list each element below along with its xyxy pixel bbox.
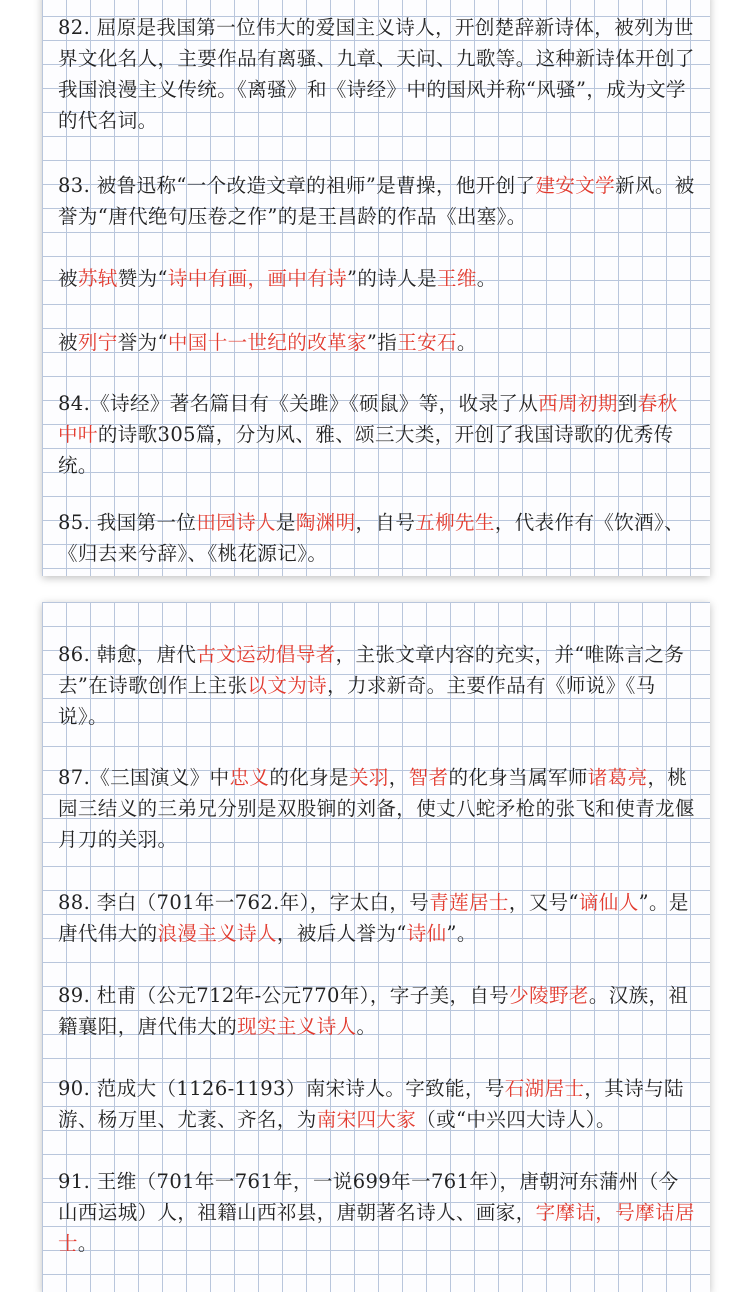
highlight-text: 青莲居士: [429, 891, 509, 914]
highlight-text: 建安文学: [535, 174, 616, 197]
text-segment: ，自号: [355, 511, 416, 534]
highlight-text: 浪漫主义诗人: [157, 922, 277, 945]
highlight-text: 古文运动倡导者: [196, 643, 336, 666]
text-segment: ，主张文章内容的充实，并“唯陈言之务去”在诗歌创作上主张: [58, 643, 685, 697]
highlight-text: 列宁: [77, 331, 118, 354]
text-segment: 。: [356, 1015, 377, 1038]
text-segment: 的诗歌305篇，分为风、雅、颂三大类，开创了我国诗歌的优秀传统。: [58, 423, 674, 477]
highlight-text: 现实主义诗人: [237, 1015, 357, 1038]
text-segment: ”。: [446, 922, 477, 945]
highlight-text: 春秋中叶: [58, 392, 678, 446]
text-segment: ，被后人誉为“: [276, 922, 407, 945]
text-segment: ，: [388, 766, 409, 789]
text-segment: 的化身是: [269, 766, 349, 789]
text-segment: ”指: [366, 331, 398, 354]
text-segment: ”。是唐代伟大的: [58, 891, 689, 945]
item-87: [58, 762, 696, 855]
item-91: [58, 1166, 696, 1259]
item-88: [58, 887, 696, 949]
highlight-text: 王安石: [397, 331, 457, 354]
text-segment: 被: [58, 331, 78, 354]
text-segment: 赞为“: [117, 267, 168, 290]
text-segment: 86. 韩愈，唐代: [58, 643, 197, 666]
text-segment: （或“中兴四大诗人）。: [416, 1108, 616, 1131]
highlight-text: 中国十一世纪的改革家: [167, 331, 367, 354]
text-segment: 是: [275, 511, 296, 534]
text-segment: 新风。被誉为“唐代绝句压卷之作”的是王昌龄的作品《出塞》。: [58, 174, 695, 228]
highlight-text: 智者: [408, 766, 449, 789]
highlight-text: 诗仙: [406, 922, 447, 945]
item-82: [58, 12, 696, 136]
highlight-text: 少陵野老: [509, 984, 589, 1007]
highlight-text: 王维: [436, 267, 477, 290]
item-84: [58, 388, 696, 481]
text-segment: 。: [77, 1232, 98, 1255]
text-segment: ，力求新奇。主要作品有《师说》《马说》。: [58, 674, 656, 728]
text-segment: 。汉族，祖籍襄阳，唐代伟大的: [58, 984, 689, 1038]
highlight-text: 谪仙人: [578, 891, 639, 914]
text-segment: 到: [617, 392, 638, 415]
text-segment: 88. 李白（701年一762.年），字太白，号: [58, 891, 430, 914]
text-segment: 的化身当属军师: [448, 766, 588, 789]
text-segment: 91. 王维（701年一761年，一说699年一761年），唐朝河东蒲州（今山西运城）人，祖籍山西祁县，唐朝著名诗人、画家，: [58, 1170, 679, 1224]
text-segment: 87.《三国演义》中: [58, 766, 230, 789]
highlight-text: 诸葛亮: [587, 766, 648, 789]
highlight-text: 西周初期: [538, 392, 618, 415]
text-segment: 85. 我国第一位: [58, 511, 197, 534]
highlight-text: 忠义: [229, 766, 270, 789]
highlight-text: 关羽: [348, 766, 389, 789]
text-segment: ，又号“: [508, 891, 579, 914]
item-86: [58, 639, 696, 732]
note-card-2: [42, 602, 710, 1292]
highlight-text: 陶渊明: [295, 511, 356, 534]
item-83: [58, 170, 696, 232]
text-segment: 82. 屈原是我国第一位伟大的爱国主义诗人，开创楚辞新诗体，被列为世界文化名人，主要作品有离骚、九章、天问、九歌等。这种新诗体开创了我国浪漫主义传统。《离骚》和《诗经》中的国风并称“风骚”，成为文学的代名词。: [58, 16, 695, 132]
highlight-text: 五柳先生: [415, 511, 495, 534]
text-segment: 90. 范成大（1126-1193）南宋诗人。字致能，号: [58, 1077, 505, 1100]
item-90: [58, 1073, 696, 1135]
item-89: [58, 980, 696, 1042]
text-segment: 83. 被鲁迅称“一个改造文章的祖师”是曹操，他开创了: [58, 174, 536, 197]
highlight-text: 石湖居士: [504, 1077, 585, 1100]
item-wanganshi-praise: [58, 327, 696, 358]
text-segment: 。: [456, 331, 477, 354]
text-segment: ，其诗与陆游、杨万里、尤袤、齐名，为: [58, 1077, 684, 1131]
item-wangwei-praise: [58, 263, 696, 294]
text-segment: 84.《诗经》著名篇目有《关雎》《硕鼠》等，收录了从: [58, 392, 539, 415]
highlight-text: 字摩诘，号摩诘居士: [58, 1201, 695, 1255]
note-card-1: [42, 0, 710, 576]
highlight-text: 以文为诗: [247, 674, 328, 697]
item-85: [58, 507, 696, 569]
text-segment: 89. 杜甫（公元712年-公元770年），字子美，自号: [58, 984, 510, 1007]
text-segment: ，桃园三结义的三弟兄分别是双股锏的刘备，使丈八蛇矛枪的张飞和使青龙偃月刀的关羽。: [58, 766, 695, 851]
highlight-text: 田园诗人: [196, 511, 276, 534]
text-segment: 。: [476, 267, 497, 290]
text-segment: ，代表作有《饮酒》、《归去来兮辞》、《桃花源记》。: [58, 511, 685, 565]
highlight-text: 南宋四大家: [316, 1108, 417, 1131]
text-segment: 被: [58, 267, 78, 290]
highlight-text: 诗中有画，画中有诗: [167, 267, 347, 290]
text-segment: 誉为“: [117, 331, 168, 354]
text-segment: ”的诗人是: [347, 267, 437, 290]
highlight-text: 苏轼: [77, 267, 118, 290]
